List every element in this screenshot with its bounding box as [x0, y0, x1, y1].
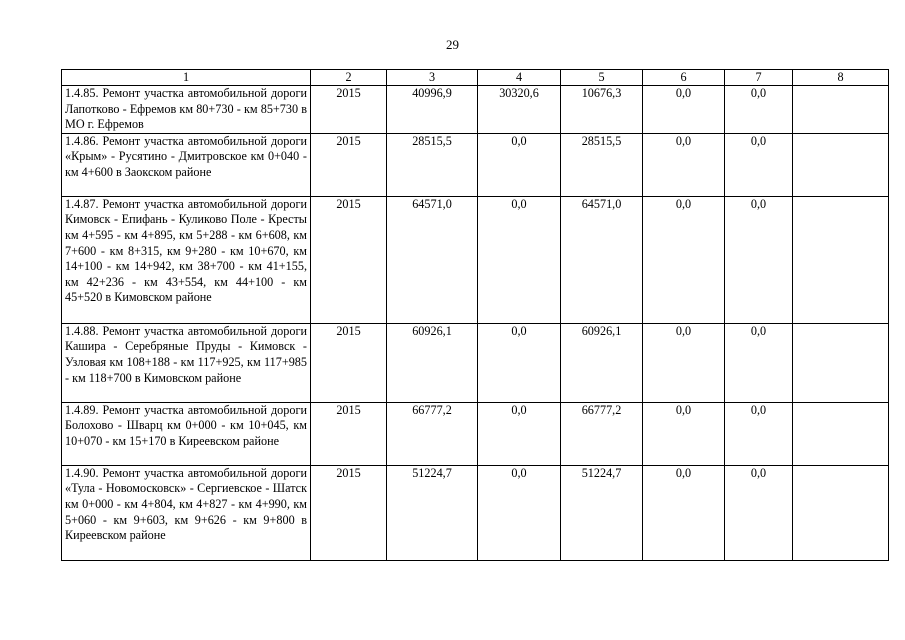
- table-row: [62, 196, 889, 323]
- row-year: 2015: [311, 323, 387, 402]
- header-cell: 5: [561, 70, 643, 86]
- row-year: 2015: [311, 196, 387, 323]
- row-col7: 0,0: [725, 323, 793, 402]
- row-col5: 10676,3: [561, 86, 643, 134]
- page-number: 29: [446, 37, 459, 52]
- row-col7: 0,0: [725, 402, 793, 465]
- row-col6: 0,0: [643, 402, 725, 465]
- row-description: 1.4.90. Ремонт участка автомобильной дороги «Тула - Новомосковск» - Сергиевское - Шатск км 0+000 - км 4+804, км 4+827 - км 4+990, км 5+060 - км 9+603, км 9+626 - км 9+800 в Киреевском районе: [62, 465, 311, 560]
- table-row: [62, 465, 889, 560]
- row-description: 1.4.85. Ремонт участка автомобильной дороги Лапотково - Ефремов км 80+730 - км 85+730 в МО г. Ефремов: [62, 86, 311, 134]
- budget-table: [61, 69, 889, 561]
- row-year: 2015: [311, 133, 387, 196]
- row-col8: [793, 465, 889, 560]
- header-cell: 2: [311, 70, 387, 86]
- row-col4: 0,0: [478, 465, 561, 560]
- row-col4: 0,0: [478, 133, 561, 196]
- row-col4: 30320,6: [478, 86, 561, 134]
- header-cell: 1: [62, 70, 311, 86]
- row-col8: [793, 86, 889, 134]
- row-description: 1.4.87. Ремонт участка автомобильной дороги Кимовск - Епифань - Куликово Поле - Кресты км 4+595 - км 4+895, км 5+288 - км 6+608, км 7+600 - км 8+315, км 9+280 - км 10+670, км 14+100 - км 14+942, км 38+700 - км 41+155, км 42+236 - км 43+554, км 44+100 - км 45+520 в Кимовском районе: [62, 196, 311, 323]
- row-col5: 60926,1: [561, 323, 643, 402]
- row-col4: 0,0: [478, 402, 561, 465]
- row-description: 1.4.89. Ремонт участка автомобильной дороги Болохово - Шварц км 0+000 - км 10+045, км 10+070 - км 15+170 в Киреевском районе: [62, 402, 311, 465]
- row-description: 1.4.86. Ремонт участка автомобильной дороги «Крым» - Русятино - Дмитровское км 0+040 - км 4+600 в Заокском районе: [62, 133, 311, 196]
- row-col3: 28515,5: [387, 133, 478, 196]
- row-col8: [793, 133, 889, 196]
- row-col5: 51224,7: [561, 465, 643, 560]
- row-col6: 0,0: [643, 86, 725, 134]
- header-cell: 6: [643, 70, 725, 86]
- row-col5: 28515,5: [561, 133, 643, 196]
- row-year: 2015: [311, 402, 387, 465]
- row-col4: 0,0: [478, 196, 561, 323]
- row-col3: 51224,7: [387, 465, 478, 560]
- row-col8: [793, 402, 889, 465]
- header-cell: 4: [478, 70, 561, 86]
- row-year: 2015: [311, 465, 387, 560]
- row-description: 1.4.88. Ремонт участка автомобильной дороги Кашира - Серебряные Пруды - Кимовск - Узловая км 108+188 - км 117+925, км 117+985 - км 118+700 в Кимовском районе: [62, 323, 311, 402]
- row-year: 2015: [311, 86, 387, 134]
- header-cell: 3: [387, 70, 478, 86]
- row-col6: 0,0: [643, 196, 725, 323]
- header-row: [62, 70, 889, 86]
- row-col5: 64571,0: [561, 196, 643, 323]
- header-cell: 8: [793, 70, 889, 86]
- row-col3: 66777,2: [387, 402, 478, 465]
- table-row: [62, 133, 889, 196]
- row-col6: 0,0: [643, 133, 725, 196]
- table-row: [62, 402, 889, 465]
- row-col3: 40996,9: [387, 86, 478, 134]
- row-col5: 66777,2: [561, 402, 643, 465]
- row-col7: 0,0: [725, 86, 793, 134]
- row-col7: 0,0: [725, 133, 793, 196]
- row-col7: 0,0: [725, 196, 793, 323]
- table-row: [62, 323, 889, 402]
- row-col8: [793, 323, 889, 402]
- table-row: [62, 86, 889, 134]
- row-col6: 0,0: [643, 465, 725, 560]
- header-cell: 7: [725, 70, 793, 86]
- row-col4: 0,0: [478, 323, 561, 402]
- row-col3: 60926,1: [387, 323, 478, 402]
- row-col8: [793, 196, 889, 323]
- row-col3: 64571,0: [387, 196, 478, 323]
- row-col6: 0,0: [643, 323, 725, 402]
- row-col7: 0,0: [725, 465, 793, 560]
